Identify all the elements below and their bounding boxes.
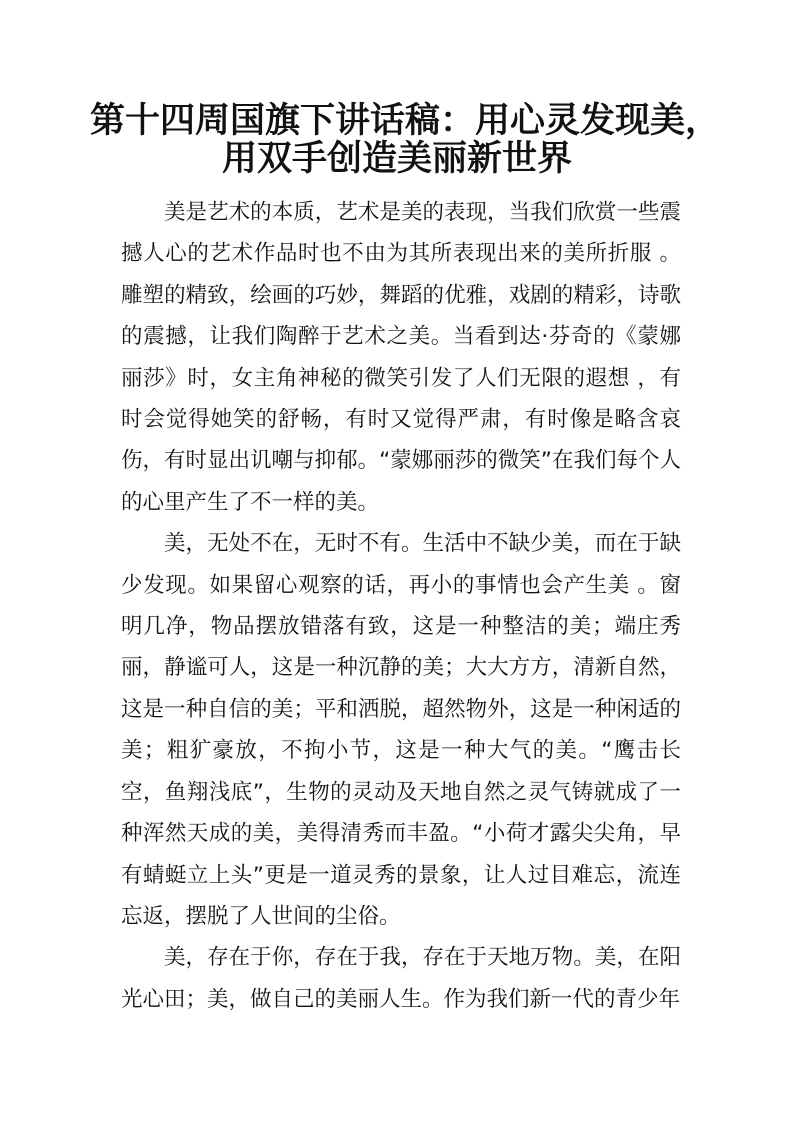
- document-title-line-1: 第十四周国旗下讲话稿：用心灵发现美，: [90, 100, 721, 141]
- document-body: [121, 192, 681, 1020]
- paragraph-2: 美，无处不在，无时不有。生活中不缺少美，而在于缺少发现。如果留心观察的话，再小的事情也会产生美 。窗明几净，物品摆放错落有致，这是一种整洁的美；端庄秀丽，静谧可人，这是一种沉静的美；大大方方，清新自然，这是一种自信的美；平和洒脱，超然物外，这是一种闲适的美；粗犷豪放，不拘小节，这是一种大气的美。“鹰击长空，鱼翔浅底”，生物的灵动及天地自然之灵气铸就成了一种浑然天成的美，美得清秀而丰盈。“小荷才露尖尖角，早有蜻蜓立上头”更是一道灵秀的景象，让人过目难忘，流连忘返，摆脱了人世间的尘俗。: [121, 531, 681, 929]
- paragraph-3: 美，存在于你，存在于我，存在于天地万物。美，在阳光心田；美，做自己的美丽人生。作为我们新一代的青少年: [121, 945, 681, 1012]
- document-title-line-2: 用双手创造美丽新世界: [221, 138, 572, 179]
- paragraph-1: 美是艺术的本质，艺术是美的表现，当我们欣赏一些震撼人心的艺术作品时也不由为其所表现出来的美所折服 。雕塑的精致，绘画的巧妙，舞蹈的优雅，戏剧的精彩，诗歌的震撼，让我们陶醉于艺术之美。当看到达·芬奇的《蒙娜丽莎》时，女主角神秘的微笑引发了人们无限的遐想 ，有时会觉得她笑的舒畅，有时又觉得严肃，有时像是略含哀伤，有时显出讥嘲与抑郁。“蒙娜丽莎的微笑”在我们每个人的心里产生了不一样的美。: [121, 200, 681, 515]
